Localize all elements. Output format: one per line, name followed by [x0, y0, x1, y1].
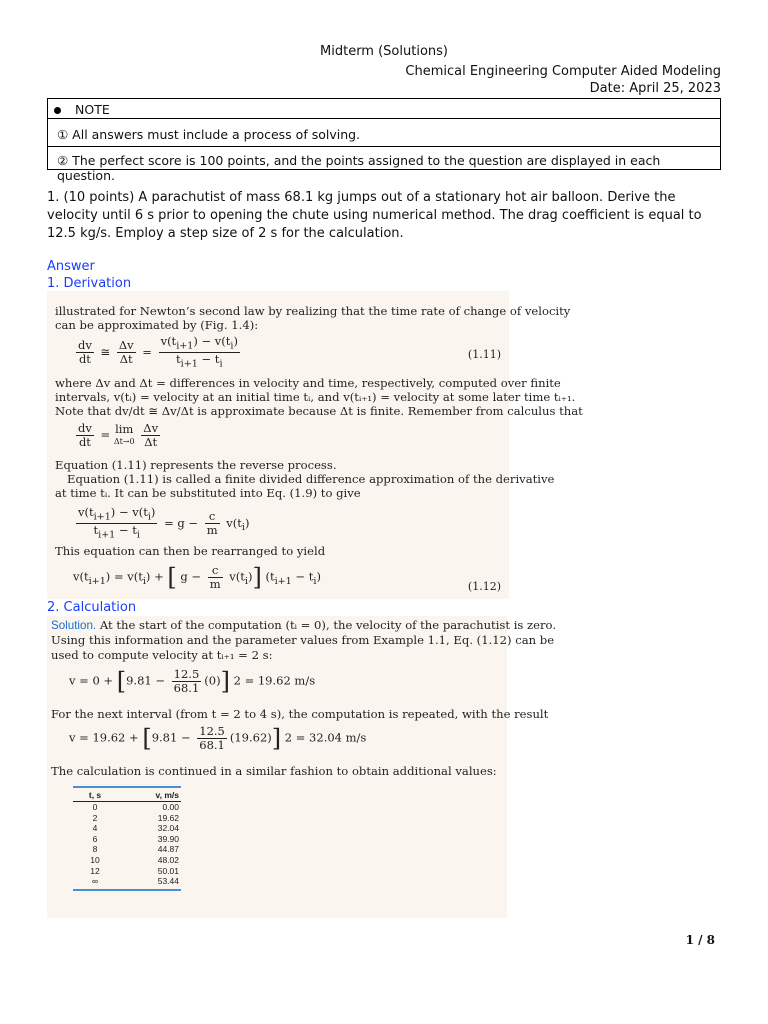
question-text: 1. (10 points) A parachutist of mass 68.1 kg jumps out of a stationary hot air balloon. Derive the velocity until 6 s prior to opening the chute using numerical method. The drag coefficient is equal to 12.5 kg/s. Employ a step size of 2 s for the calculation. — [47, 190, 702, 241]
equation-number: (1.12) — [467, 580, 501, 593]
equation-1-12: $v(t_{i+1}) = v(t_i)$ + [ g − $\frac{c}{m}$ $v(t_i)$] $(t_{i+1} - t_i)$ — [73, 563, 321, 592]
scan-text — [51, 618, 556, 634]
document-title: Midterm (Solutions) — [320, 44, 448, 59]
table-cell: 0 — [92, 802, 98, 812]
table-row — [73, 866, 181, 877]
scan-text: intervals, v(tᵢ) = velocity at an initial time tᵢ, and v(tᵢ₊₁) = velocity at some later time tᵢ₊₁. — [55, 390, 576, 404]
scan-text: At the start of the computation (tᵢ = 0), the velocity of the parachutist is zero. — [99, 618, 557, 632]
table-row — [73, 855, 181, 866]
equation-number: (1.11) — [467, 348, 501, 361]
equation-step-1: v = 0 + [9.81 − $\frac{12.5}{68.1}$ (0)] 2 = 19.62 m/s — [69, 667, 316, 696]
table-row — [73, 802, 181, 813]
step-2-result: 2 = 32.04 m/s — [284, 730, 367, 745]
scan-text: The calculation is continued in a similar fashion to obtain additional values: — [51, 764, 497, 778]
table-cell: 19.62 — [157, 812, 179, 823]
table-header-cell: v, m/s — [155, 790, 179, 800]
scan-text: where Δv and Δt = differences in velocity and time, respectively, computed over finite — [55, 376, 561, 390]
table-cell: 44.87 — [157, 844, 179, 855]
derivation-scan — [47, 291, 583, 599]
table-cell: 10 — [90, 854, 100, 865]
solution-label: Solution. — [51, 619, 97, 632]
table-cell: 4 — [92, 823, 98, 834]
scan-text: used to compute velocity at tᵢ₊₁ = 2 s: — [51, 648, 273, 662]
table-cell: 39.90 — [157, 833, 179, 844]
bullet-icon — [54, 107, 61, 114]
table-cell: 32.04 — [157, 823, 179, 834]
note-box — [47, 98, 721, 183]
note-item-2: ② The perfect score is 100 points, and the points assigned to the question are displayed in each question. — [57, 153, 661, 183]
table-row — [73, 844, 181, 855]
scan-text: Note that dv/dt ≅ Δv/Δt is approximate because Δt is finite. Remember from calculus that — [55, 404, 583, 418]
step-1-result: 2 = 19.62 m/s — [233, 673, 316, 688]
equation-step-2: v = 19.62 + [9.81 − $\frac{12.5}{68.1}$ (19.62)] 2 = 32.04 m/s — [69, 724, 367, 753]
table-cell: 53.44 — [157, 876, 179, 887]
velocity-table — [73, 786, 181, 891]
table-row — [73, 834, 181, 845]
calculation-scan — [47, 616, 557, 918]
page-number: 1 / 8 — [685, 933, 715, 947]
calculation-label: 2. Calculation — [47, 600, 137, 615]
table-cell: 6 — [92, 833, 98, 844]
note-item-1: ① All answers must include a process of solving. — [57, 127, 361, 142]
scan-text: at time tᵢ. It can be substituted into Eq. (1.9) to give — [55, 486, 361, 500]
derivation-label: 1. Derivation — [47, 276, 132, 291]
note-label: NOTE — [75, 102, 110, 117]
table-row — [73, 813, 181, 824]
table-cell: 0.00 — [162, 802, 179, 812]
exam-date: Date: April 25, 2023 — [589, 81, 721, 96]
table-row — [73, 876, 181, 887]
course-name: Chemical Engineering Computer Aided Modeling — [405, 64, 721, 79]
scan-text: can be approximated by (Fig. 1.4): — [55, 318, 259, 332]
table-header — [73, 788, 181, 802]
equation-limit: $\frac{dv}{dt}$ = lim Δt→0 $\frac{\Delta v}{\Delta t}$ — [78, 421, 159, 449]
scan-text: Equation (1.11) represents the reverse process. — [55, 458, 337, 472]
scan-text: illustrated for Newton’s second law by realizing that the time rate of change of velocity — [55, 304, 571, 318]
equation-substituted: $\frac{v(t_{i+1}) - v(t_i)}{t_{i+1} - t_i}$ = g − $\frac{c}{m}$ $v(t_i)$ — [78, 505, 250, 541]
table-row — [73, 823, 181, 834]
table-cell: 48.02 — [157, 854, 179, 865]
table-cell: 8 — [92, 844, 98, 855]
scan-text: Equation (1.11) is called a finite divided difference approximation of the derivative — [67, 472, 555, 486]
table-cell: 50.01 — [157, 865, 179, 876]
answer-label: Answer — [47, 259, 95, 274]
scan-text: Using this information and the parameter values from Example 1.1, Eq. (1.12) can be — [51, 633, 555, 647]
table-cell: 2 — [92, 812, 98, 823]
scan-text: For the next interval (from t = 2 to 4 s), the computation is repeated, with the result — [51, 707, 549, 721]
table-cell: 12 — [90, 865, 100, 876]
table-header-cell: t, s — [88, 790, 102, 800]
equation-1-11: $\frac{dv}{dt}$ ≅ $\frac{\Delta v}{\Delta t}$ = $\frac{v(t_{i+1}) - v(t_i)}{t_{i+1} - t_i}$ — [78, 334, 238, 370]
table-cell: ∞ — [91, 876, 99, 887]
scan-text: This equation can then be rearranged to yield — [55, 544, 326, 558]
